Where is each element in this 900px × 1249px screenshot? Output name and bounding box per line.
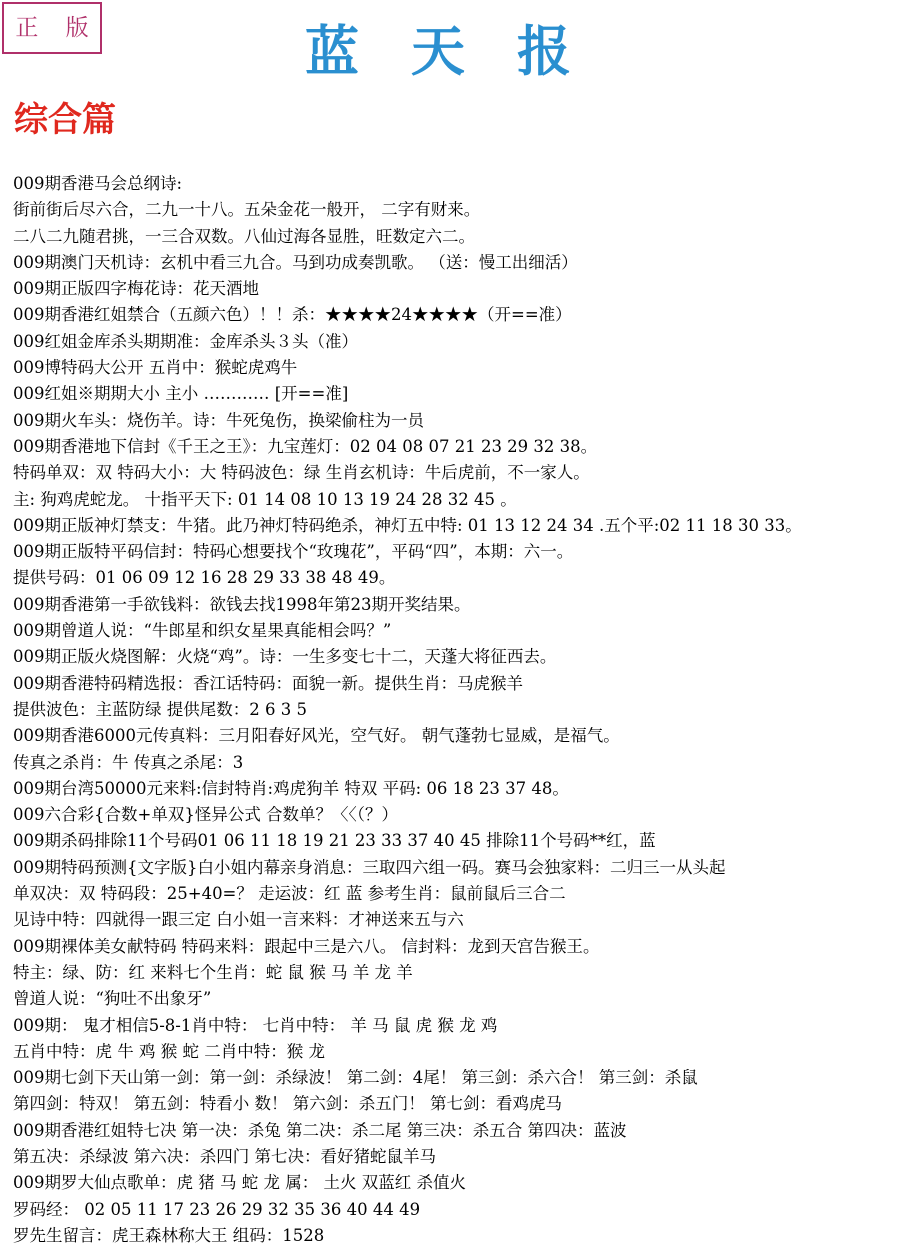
text-line: 009博特码大公开 五肖中：猴蛇虎鸡牛	[13, 358, 298, 378]
text-line: 009期澳门天机诗：玄机中看三九合。马到功成奏凯歌。 （送：慢工出细活）	[13, 252, 578, 272]
text-line: 二八二九随君挑，一三合双数。八仙过海各显胜，旺数定六二。	[13, 226, 475, 246]
text-line: 特主：绿、防：红 来料七个生肖：蛇 鼠 猴 马 羊 龙 羊	[13, 962, 413, 982]
text-line: 009红姐※期期大小 主小 ………… [开==准]	[13, 384, 349, 404]
text-line: 009期正版神灯禁支：牛猪。此乃神灯特码绝杀，神灯五中特: 01 13 12 24 34 .五个平:02 11 18 30 33。	[13, 515, 802, 535]
text-line: 009期正版四字梅花诗：花天酒地	[13, 279, 259, 299]
text-line: 提供波色：主蓝防绿 提供尾数：2 6 3 5	[13, 699, 307, 719]
text-line: 罗先生留言：虎王森林称大王 组码：1528	[13, 1225, 325, 1245]
edition-badge: 正 版	[2, 2, 102, 54]
text-line: 009红姐金库杀头期期准：金库杀头３头（准）	[13, 331, 358, 351]
text-line: 曾道人说：“狗吐不出象牙”	[13, 989, 212, 1009]
text-line: 提供号码：01 06 09 12 16 28 29 33 38 48 49。	[13, 568, 396, 588]
text-line: 009期香港地下信封《千王之王》：九宝莲灯：02 04 08 07 21 23 29 32 38。	[13, 436, 598, 456]
text-line: 009期杀码排除11个号码01 06 11 18 19 21 23 33 37 40 45 排除11个号码**红，蓝	[13, 831, 656, 851]
text-line: 009期台湾50000元来料:信封特肖:鸡虎狗羊 特双 平码: 06 18 23 37 48。	[13, 778, 569, 798]
text-line: 009期罗大仙点歌单：虎 猪 马 蛇 龙 属： 土火 双蓝红 杀值火	[13, 1173, 466, 1193]
page-title: 蓝天报	[305, 19, 623, 83]
text-line: 第五决：杀绿波 第六决：杀四门 第七决：看好猪蛇鼠羊马	[13, 1146, 436, 1166]
text-line: 主: 狗鸡虎蛇龙。 十指平天下: 01 14 08 10 13 19 24 28 32 45 。	[13, 489, 517, 509]
text-line: 009期香港第一手欲钱料：欲钱去找1998年第23期开奖结果。	[13, 594, 471, 614]
text-line: 特码单双：双 特码大小：大 特码波色：绿 生肖玄机诗：牛后虎前，不一家人。	[13, 463, 590, 483]
text-line: 五肖中特：虎 牛 鸡 猴 蛇 二肖中特：猴 龙	[13, 1041, 325, 1061]
text-line: 009期正版火烧图解：火烧“鸡”。诗：一生多变七十二，天蓬大将征西去。	[13, 647, 557, 667]
text-line: 009六合彩{合数+单双}怪异公式 合数单？〈〈（？）	[13, 805, 399, 825]
text-line: 009期： 鬼才相信5-8-1肖中特： 七肖中特： 羊 马 鼠 虎 猴 龙 鸡	[13, 1015, 498, 1035]
text-line: 009期特码预测{文字版}白小姐内幕亲身消息：三取四六组一码。赛马会独家料：二归三一从头起	[13, 857, 726, 877]
text-line: 009期香港特码精选报：香江话特码：面貌一新。提供生肖：马虎猴羊	[13, 673, 523, 693]
content-lines	[13, 171, 900, 1249]
text-line: 街前街后尽六合，二九一十八。五朵金花一般开， 二字有财来。	[13, 200, 481, 220]
text-line: 第四剑：特双！ 第五剑：特看小 数！ 第六剑：杀五门！ 第七剑：看鸡虎马	[13, 1094, 562, 1114]
text-line: 009期裸体美女献特码 特码来料：跟起中三是六八。 信封料：龙到天宫告猴王。	[13, 936, 600, 956]
section-title: 综合篇	[14, 100, 116, 140]
text-line: 009期火车头：烧伤羊。诗：牛死兔伤，换梁偷柱为一员	[13, 410, 424, 430]
text-line: 009期曾道人说：“牛郎星和织女星果真能相会吗？”	[13, 621, 392, 641]
text-line: 单双决：双 特码段：25+40=？ 走运波：红 蓝 参考生肖：鼠前鼠后三合二	[13, 884, 566, 904]
text-line: 009期香港红姐禁合（五颜六色）！！杀：★★★★24★★★★（开==准）	[13, 305, 572, 325]
text-line: 009期正版特平码信封：特码心想要找个“玫瑰花”，平码“四”，本期：六一。	[13, 542, 574, 562]
text-line: 009期香港马会总纲诗:	[13, 174, 183, 193]
text-line: 009期香港6000元传真料：三月阳春好风光，空气好。 朝气蓬勃七显威，是福气。	[13, 726, 620, 746]
text-line: 传真之杀肖：牛 传真之杀尾：3	[13, 752, 244, 772]
text-line: 见诗中特：四就得一跟三定 白小姐一言来料：才神送来五与六	[13, 910, 464, 930]
text-line: 009期香港红姐特七决 第一决：杀兔 第二决：杀二尾 第三决：杀五合 第四决：蓝波	[13, 1120, 627, 1140]
text-line: 罗码经： 02 05 11 17 23 26 29 32 35 36 40 44 49	[13, 1199, 421, 1219]
text-line: 009期七剑下天山第一剑：第一剑：杀绿波！ 第二剑：4尾！ 第三剑：杀六合！ 第三剑：杀鼠	[13, 1068, 698, 1088]
